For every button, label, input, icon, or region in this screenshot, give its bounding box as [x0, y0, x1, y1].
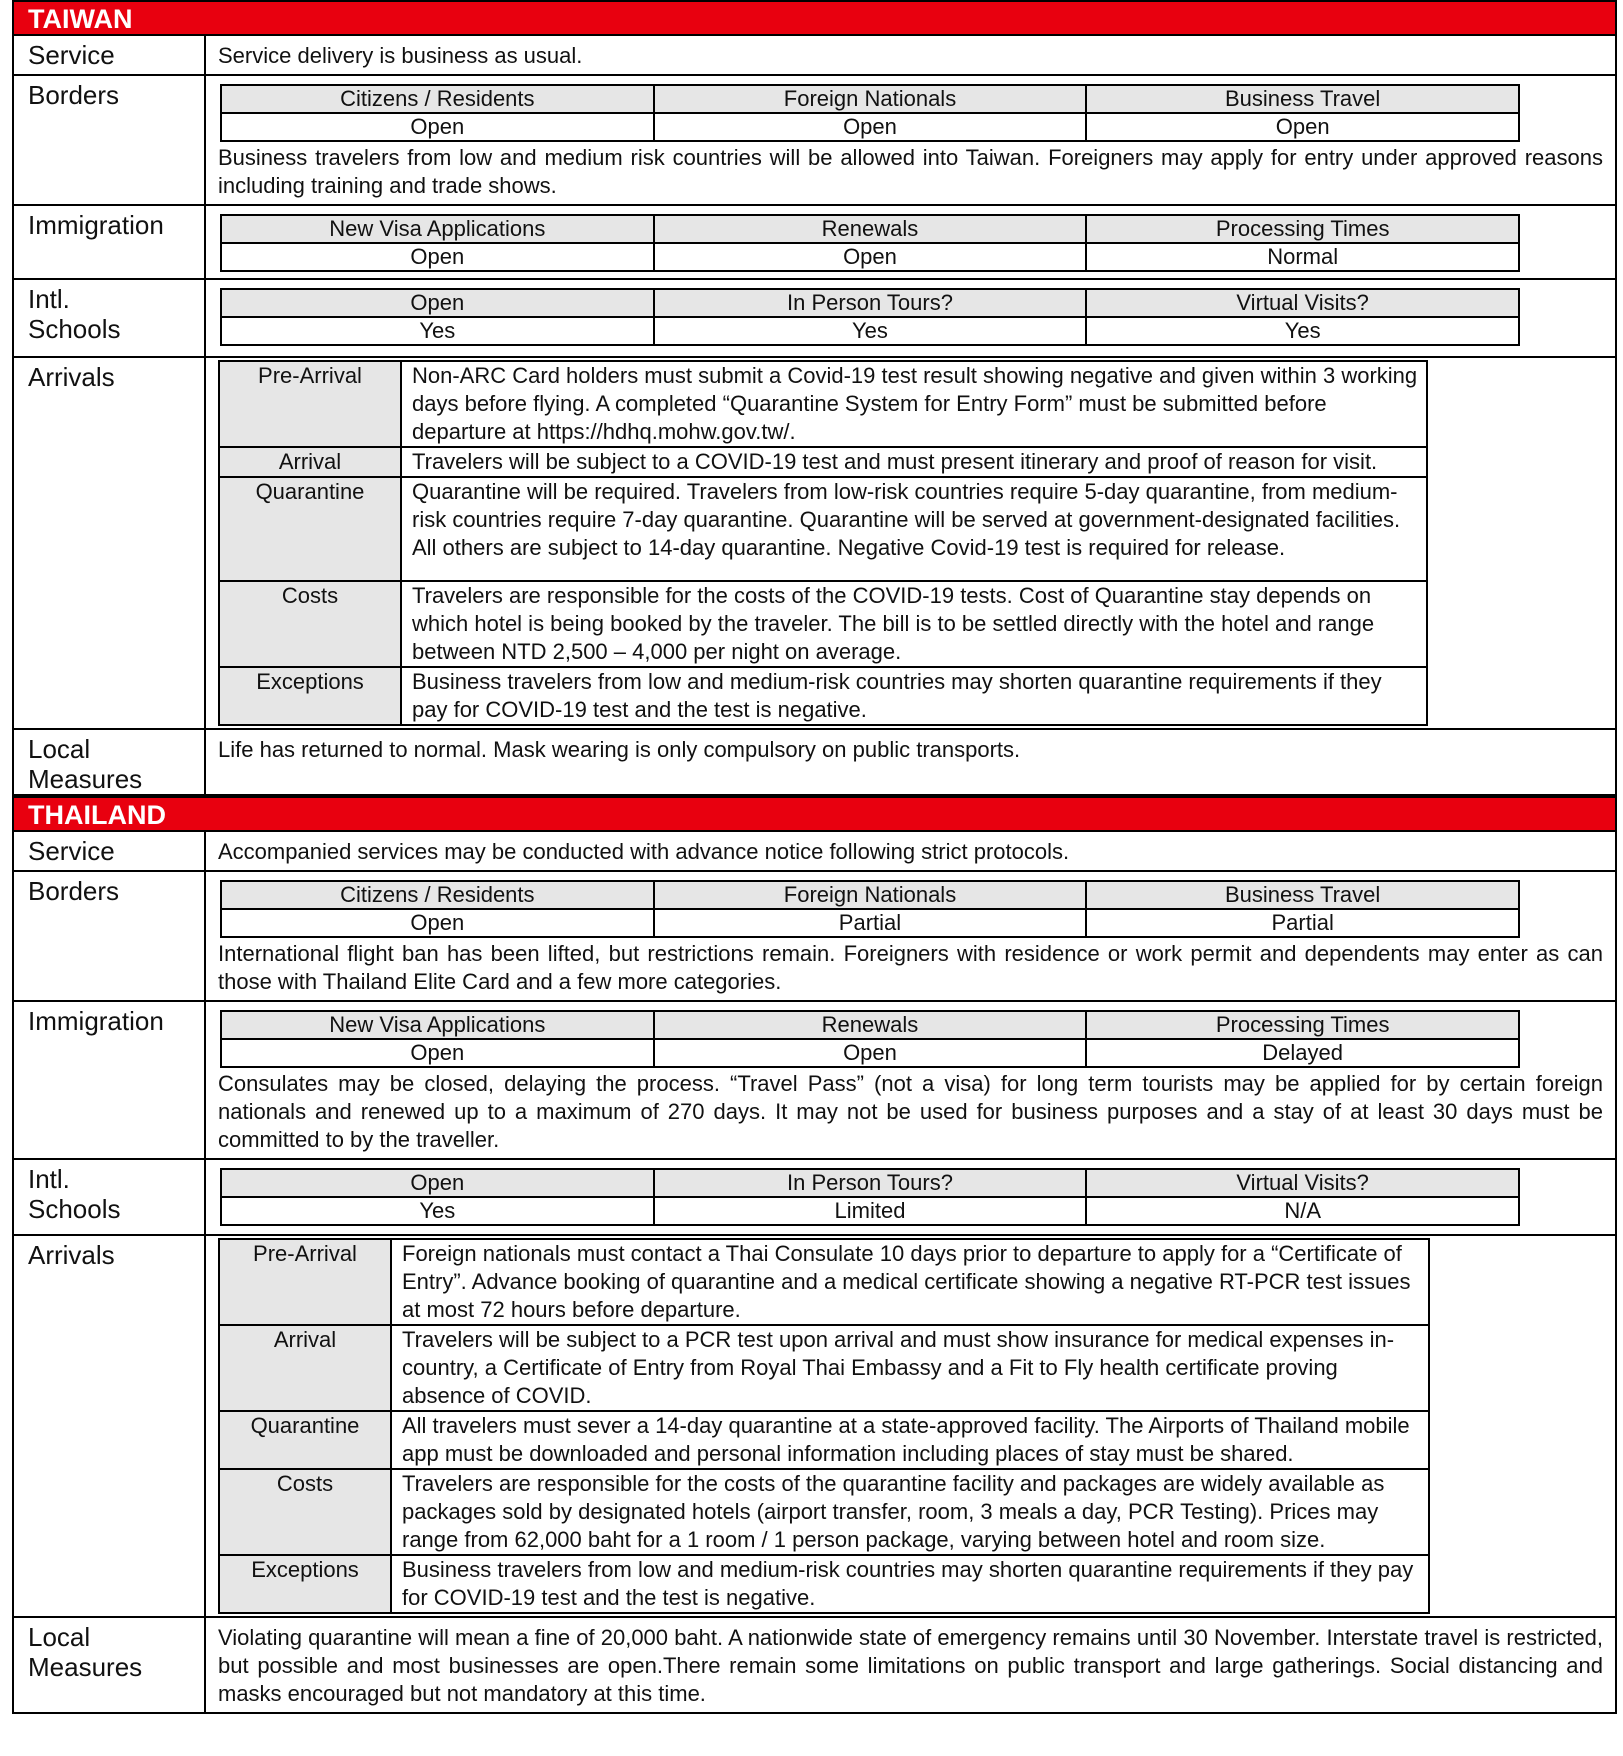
immigration-status-table-header: Renewals [654, 215, 1087, 243]
row-label-text: Measures [28, 764, 143, 794]
schools-status-table-value: N/A [1086, 1197, 1519, 1225]
borders-status-table-value: Open [221, 909, 654, 937]
arrivals-label: Exceptions [219, 667, 401, 725]
arrivals-row [219, 447, 1427, 477]
arrivals-label: Exceptions [219, 1555, 391, 1613]
row-content-arrivals [205, 1235, 1616, 1617]
row-label-text: Measures [28, 1652, 143, 1682]
schools-status-table-header: Virtual Visits? [1086, 289, 1519, 317]
row-label-schools [13, 1159, 205, 1235]
immigration-status-table-header-row [221, 1011, 1519, 1039]
row-immigration [13, 205, 1616, 279]
arrivals-row [219, 477, 1427, 581]
row-content-local [205, 1617, 1616, 1713]
row-content-service [205, 831, 1616, 871]
immigration-status-table-header: Processing Times [1086, 1011, 1519, 1039]
immigration-status-table-header: New Visa Applications [221, 1011, 654, 1039]
arrivals-row [219, 1555, 1429, 1613]
borders-status-table-value: Partial [654, 909, 1087, 937]
immigration-status-table-value: Delayed [1086, 1039, 1519, 1067]
arrivals-row [219, 1325, 1429, 1411]
arrivals-label: Costs [219, 1469, 391, 1555]
row-local [13, 729, 1616, 795]
arrivals-row [219, 667, 1427, 725]
row-arrivals [13, 357, 1616, 729]
borders-status-table-header: Business Travel [1086, 85, 1519, 113]
borders-status-table-value-row [221, 909, 1519, 937]
arrivals-text: Travelers will be subject to a PCR test upon arrival and must show insurance for medical expenses in-country, a Certificate of Entry from Royal Thai Embassy and a Fit to Fly health certificate proving absence of COVID. [391, 1325, 1429, 1411]
local-measures-text: Violating quarantine will mean a fine of 20,000 baht. A nationwide state of emergency remains until 30 November. Interstate travel is restricted, but possible and most businesses are open.There remain some limitations on public transport and large gatherings. Social distancing and masks encouraged but not mandatory at this time. [218, 1625, 1603, 1706]
row-label-local [13, 1617, 205, 1713]
row-borders [13, 871, 1616, 1001]
country-table [12, 830, 1617, 1714]
row-label-local [13, 729, 205, 795]
schools-status-table-header: In Person Tours? [654, 1169, 1087, 1197]
arrivals-row [219, 1469, 1429, 1555]
schools-status-table-value-row [221, 1197, 1519, 1225]
borders-note: Business travelers from low and medium risk countries will be allowed into Taiwan. Foreigners may apply for entry under approved reasons including training and trade shows. [218, 145, 1603, 198]
borders-status-table-header: Business Travel [1086, 881, 1519, 909]
service-text: Service delivery is business as usual. [218, 43, 583, 68]
row-label-immigration [13, 205, 205, 279]
arrivals-text: Business travelers from low and medium-risk countries may shorten quarantine requirements if they pay for COVID-19 test and the test is negative. [401, 667, 1427, 725]
row-local [13, 1617, 1616, 1713]
schools-status-table-header: Open [221, 1169, 654, 1197]
arrivals-text: Travelers are responsible for the costs of the COVID-19 tests. Cost of Quarantine stay depends on which hotel is being booked by the traveler. The bill is to be settled directly with the hotel and range between NTD 2,500 – 4,000 per night on average. [401, 581, 1427, 667]
row-content-schools [205, 279, 1616, 357]
page [12, 0, 1617, 1714]
arrivals-text: Travelers are responsible for the costs of the quarantine facility and packages are widely available as packages sold by designated hotels (airport transfer, room, 3 meals a day, PCR Testing). Prices may range from 62,000 baht for a 1 room / 1 person package, varying between hotel and room size. [391, 1469, 1429, 1555]
row-service [13, 831, 1616, 871]
borders-status-table-value: Open [1086, 113, 1519, 141]
borders-status-table [220, 84, 1520, 142]
borders-status-table-value: Partial [1086, 909, 1519, 937]
arrivals-label: Arrival [219, 447, 401, 477]
arrivals-row [219, 1411, 1429, 1469]
arrivals-text: All travelers must sever a 14-day quarantine at a state-approved facility. The Airports of Thailand mobile app must be downloaded and personal information including places of stay must be shared. [391, 1411, 1429, 1469]
schools-status-table-header: Open [221, 289, 654, 317]
row-label-schools [13, 279, 205, 357]
borders-status-table-header-row [221, 85, 1519, 113]
arrivals-label: Pre-Arrival [219, 1239, 391, 1325]
schools-status-table-value: Yes [221, 317, 654, 345]
row-label-text: Arrivals [28, 362, 115, 392]
row-content-local [205, 729, 1616, 795]
schools-status-table-value: Limited [654, 1197, 1087, 1225]
row-label-immigration [13, 1001, 205, 1159]
row-label-text: Local [28, 734, 91, 764]
immigration-status-table-value-row [221, 243, 1519, 271]
row-label-text: Intl. [28, 1164, 70, 1194]
row-label-text: Arrivals [28, 1240, 115, 1270]
row-content-arrivals [205, 357, 1616, 729]
arrivals-text: Foreign nationals must contact a Thai Consulate 10 days prior to departure to apply for a “Certificate of Entry”. Advance booking of quarantine and a medical certificate showing a negative RT-PCR test issues at most 72 hours before departure. [391, 1239, 1429, 1325]
row-label-text: Local [28, 1622, 91, 1652]
immigration-status-table-value: Open [221, 243, 654, 271]
arrivals-row [219, 581, 1427, 667]
arrivals-label: Quarantine [219, 1411, 391, 1469]
row-arrivals [13, 1235, 1616, 1617]
immigration-status-table-header: Processing Times [1086, 215, 1519, 243]
arrivals-table [218, 1238, 1430, 1614]
schools-status-table-value: Yes [1086, 317, 1519, 345]
row-content-borders [205, 75, 1616, 205]
country-header: TAIWAN [12, 0, 1617, 34]
borders-status-table-header: Foreign Nationals [654, 881, 1087, 909]
row-immigration [13, 1001, 1616, 1159]
arrivals-text: Non-ARC Card holders must submit a Covid-19 test result showing negative and given within 3 working days before flying. A completed “Quarantine System for Entry Form” must be submitted before departure at https://hdhq.mohw.gov.tw/. [401, 361, 1427, 447]
arrivals-text: Quarantine will be required. Travelers from low-risk countries require 5-day quarantine, from medium-risk countries require 7-day quarantine. Quarantine will be served at government-designated facilities. All others are subject to 14-day quarantine. Negative Covid-19 test is required for release. [401, 477, 1427, 581]
row-label-service [13, 831, 205, 871]
immigration-status-table-value: Open [221, 1039, 654, 1067]
schools-status-table-header-row [221, 1169, 1519, 1197]
row-content-service [205, 35, 1616, 75]
row-content-immigration [205, 1001, 1616, 1159]
immigration-status-table-value: Open [654, 1039, 1087, 1067]
local-measures-text: Life has returned to normal. Mask wearing is only compulsory on public transports. [218, 737, 1021, 762]
borders-status-table-value: Open [221, 113, 654, 141]
schools-status-table-header: In Person Tours? [654, 289, 1087, 317]
borders-status-table-value-row [221, 113, 1519, 141]
schools-status-table [220, 288, 1520, 346]
country-header: THAILAND [12, 796, 1617, 830]
immigration-status-table [220, 214, 1520, 272]
row-label-text: Schools [28, 1194, 121, 1224]
arrivals-text: Travelers will be subject to a COVID-19 test and must present itinerary and proof of reason for visit. [401, 447, 1427, 477]
row-label-text: Intl. [28, 284, 70, 314]
arrivals-row [219, 1239, 1429, 1325]
immigration-status-table-header: Renewals [654, 1011, 1087, 1039]
arrivals-label: Costs [219, 581, 401, 667]
borders-status-table-header-row [221, 881, 1519, 909]
schools-status-table-value: Yes [654, 317, 1087, 345]
row-schools [13, 279, 1616, 357]
schools-status-table-value: Yes [221, 1197, 654, 1225]
row-service [13, 35, 1616, 75]
row-label-text: Borders [28, 876, 120, 906]
immigration-status-table-header-row [221, 215, 1519, 243]
row-label-text: Borders [28, 80, 120, 110]
arrivals-label: Quarantine [219, 477, 401, 581]
arrivals-label: Arrival [219, 1325, 391, 1411]
row-content-borders [205, 871, 1616, 1001]
service-text: Accompanied services may be conducted with advance notice following strict protocols. [218, 839, 1070, 864]
row-borders [13, 75, 1616, 205]
row-label-service [13, 35, 205, 75]
row-label-arrivals [13, 357, 205, 729]
row-content-schools [205, 1159, 1616, 1235]
row-label-borders [13, 75, 205, 205]
immigration-status-table-value: Normal [1086, 243, 1519, 271]
borders-note: International flight ban has been lifted, but restrictions remain. Foreigners with residence or work permit and dependents may enter as can those with Thailand Elite Card and a few more categories. [218, 941, 1603, 994]
borders-status-table-header: Citizens / Residents [221, 85, 654, 113]
borders-status-table-value: Open [654, 113, 1087, 141]
schools-status-table [220, 1168, 1520, 1226]
immigration-status-table-value-row [221, 1039, 1519, 1067]
row-label-arrivals [13, 1235, 205, 1617]
immigration-note: Consulates may be closed, delaying the process. “Travel Pass” (not a visa) for long term tourists may be applied for by certain foreign nationals and renewed up to a maximum of 270 days. It may not be used for business purposes and a stay of at least 30 days must be committed to by the traveller. [218, 1071, 1603, 1152]
row-label-text: Service [28, 836, 115, 866]
row-label-text: Immigration [28, 1006, 164, 1036]
borders-status-table-header: Citizens / Residents [221, 881, 654, 909]
row-schools [13, 1159, 1616, 1235]
schools-status-table-header-row [221, 289, 1519, 317]
schools-status-table-header: Virtual Visits? [1086, 1169, 1519, 1197]
borders-status-table [220, 880, 1520, 938]
row-label-text: Immigration [28, 210, 164, 240]
arrivals-label: Pre-Arrival [219, 361, 401, 447]
schools-status-table-value-row [221, 317, 1519, 345]
row-label-borders [13, 871, 205, 1001]
arrivals-row [219, 361, 1427, 447]
immigration-status-table-header: New Visa Applications [221, 215, 654, 243]
arrivals-table [218, 360, 1428, 726]
immigration-status-table-value: Open [654, 243, 1087, 271]
arrivals-text: Business travelers from low and medium-risk countries may shorten quarantine requirements if they pay for COVID-19 test and the test is negative. [391, 1555, 1429, 1613]
row-label-text: Schools [28, 314, 121, 344]
country-table [12, 34, 1617, 796]
row-content-immigration [205, 205, 1616, 279]
immigration-status-table [220, 1010, 1520, 1068]
row-label-text: Service [28, 40, 115, 70]
borders-status-table-header: Foreign Nationals [654, 85, 1087, 113]
